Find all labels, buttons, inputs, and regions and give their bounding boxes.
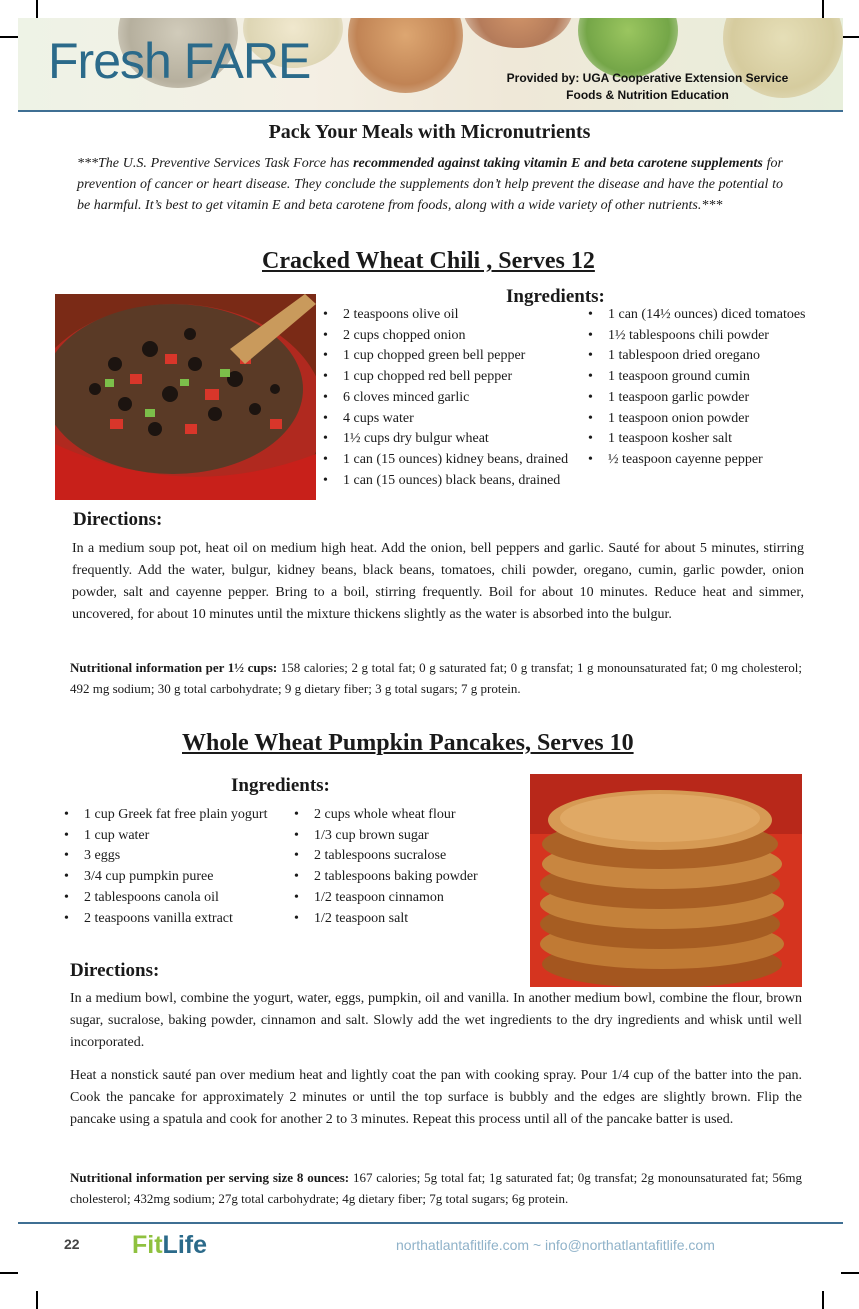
recipe1-ingredient: • 1½ tablespoons chili powder (588, 326, 806, 347)
recipe1-ingredient: • 1 tablespoon dried oregano (588, 346, 806, 367)
recipe1-ingredient: • 1 teaspoon kosher salt (588, 429, 806, 450)
page-number: 22 (64, 1236, 80, 1252)
recipe1-ingredient: • 1 cup chopped red bell pepper (323, 367, 568, 388)
provided-by (470, 70, 825, 104)
recipe1-nutrition-label: Nutritional information per 1½ cups: (70, 660, 278, 675)
header-rule (18, 110, 843, 112)
crop-mark (36, 0, 38, 18)
recipe2-nutrition-label: Nutritional information per serving size 8 ounces: (70, 1170, 350, 1185)
crop-mark (822, 1291, 824, 1309)
recipe1-ingredient: • 1 teaspoon ground cumin (588, 367, 806, 388)
provided-by-line1: Provided by: UGA Cooperative Extension Service (506, 71, 789, 85)
recipe2-directions-heading: Directions: (70, 960, 160, 981)
recipe1-ingredient: • 4 cups water (323, 409, 568, 430)
crop-mark (841, 36, 859, 38)
supplement-note (77, 153, 783, 216)
crop-mark (822, 0, 824, 18)
recipe1-ingredient: • 1 can (15 ounces) kidney beans, drained (323, 450, 568, 471)
note-text-bold: recommended against taking vitamin E and beta carotene supplements (353, 156, 763, 171)
footer-rule (18, 1222, 843, 1224)
fitlife-logo-life: Life (162, 1231, 207, 1259)
pancake-photo (530, 774, 802, 987)
recipe1-ingredient: • 1 teaspoon garlic powder (588, 388, 806, 409)
recipe2-ingredients-col1 (64, 805, 267, 929)
recipe2-ingredient: • 2 cups whole wheat flour (294, 805, 478, 826)
recipe2-ingredients-col2 (294, 805, 478, 929)
page-title: Pack Your Meals with Micronutrients (268, 121, 591, 143)
recipe1-ingredient: • 6 cloves minced garlic (323, 388, 568, 409)
recipe2-ingredient: • 3 eggs (64, 846, 267, 867)
fresh-fare-logo: Fresh FARE (48, 33, 311, 89)
recipe2-ingredient: • 1/2 teaspoon salt (294, 909, 478, 930)
recipe2-ingredient: • 2 tablespoons baking powder (294, 867, 478, 888)
crop-mark (0, 1272, 18, 1274)
recipe2-ingredients-heading: Ingredients: (231, 775, 330, 796)
recipe1-directions: In a medium soup pot, heat oil on medium high heat. Add the onion, bell peppers and garlic. Sauté for about 5 minutes, stirring frequently. Add the water, bulgur, kidney beans, black beans, tomatoes, chili powder, oregano, cumin, garlic powder, onion powder, salt and cayenne pepper. Bring to a boil, stirring frequently. Boil for about 10 minutes. Reduce heat and simmer, uncovered, for about 10 minutes until the mixture thickens slightly as the water is absorbed into the bulgur. (72, 541, 804, 622)
recipe2-ingredient: • 2 tablespoons sucralose (294, 846, 478, 867)
crop-mark (36, 1291, 38, 1309)
recipe1-ingredient: • 1 can (14½ ounces) diced tomatoes (588, 305, 806, 326)
recipe1-ingredient: • ½ teaspoon cayenne pepper (588, 450, 806, 471)
recipe2-title: Whole Wheat Pumpkin Pancakes, Serves 10 (182, 730, 634, 756)
recipe2-ingredient: • 2 teaspoons vanilla extract (64, 909, 267, 930)
footer-contact: northatlantafitlife.com ~ info@northatlantafitlife.com (396, 1237, 715, 1253)
recipe2-nutrition (70, 1167, 802, 1209)
recipe1-nutrition (70, 657, 802, 699)
recipe2-ingredient: • 1 cup water (64, 826, 267, 847)
recipe1-ingredient: • 1 cup chopped green bell pepper (323, 346, 568, 367)
recipe2-directions-p1: In a medium bowl, combine the yogurt, water, eggs, pumpkin, oil and vanilla. In another medium bowl, combine the flour, brown sugar, sucralose, baking powder, cinnamon and salt. Slowly add the wet ingredients to the dry ingredients and whisk until well incorporated. (70, 991, 802, 1050)
lentil-bowl-image (348, 18, 463, 93)
provided-by-line2: Foods & Nutrition Education (566, 88, 729, 102)
fitlife-logo-fit: Fit (132, 1231, 163, 1259)
recipe1-ingredients-heading: Ingredients: (506, 286, 605, 307)
recipe1-ingredient: • 2 teaspoons olive oil (323, 305, 568, 326)
chili-photo (55, 294, 316, 500)
recipe2-ingredient: • 1 cup Greek fat free plain yogurt (64, 805, 267, 826)
fitlife-logo (132, 1231, 207, 1260)
recipe2-ingredient: • 3/4 cup pumpkin puree (64, 867, 267, 888)
note-text-1: ***The U.S. Preventive Services Task Force has (77, 156, 354, 171)
recipe1-ingredient: • 1½ cups dry bulgur wheat (323, 429, 568, 450)
pea-bowl-image (578, 18, 678, 78)
recipe2-ingredient: • 2 tablespoons canola oil (64, 888, 267, 909)
recipe1-ingredients-col2 (588, 305, 806, 471)
crop-mark (841, 1272, 859, 1274)
recipe1-ingredient: • 2 cups chopped onion (323, 326, 568, 347)
recipe2-directions-p2: Heat a nonstick sauté pan over medium heat and lightly coat the pan with cooking spray. Pour 1/4 cup of the batter into the pan. Cook the pancake for approximately 2 minutes or until the top surface is bubbly and the edges are slightly brown. Flip the pancake using a spatula and cook for another 2 to 3 minutes. Repeat this process until all of the pancake batter is used. (70, 1068, 802, 1127)
recipe1-nutrition-text: 158 calories; 2 g total fat; 0 g saturated fat; 0 g transfat; 1 g monounsaturated fat; 0 mg cholesterol; 492 mg sodium; 30 g total carbohydrate; 9 g dietary fiber; 3 g total sugars; 7 g protein. (70, 660, 802, 696)
crop-mark (0, 36, 18, 38)
recipe1-ingredients-col1 (323, 305, 568, 491)
recipe2-ingredient: • 1/3 cup brown sugar (294, 826, 478, 847)
recipe2-ingredient: • 1/2 teaspoon cinnamon (294, 888, 478, 909)
recipe1-title: Cracked Wheat Chili , Serves 12 (262, 248, 595, 274)
recipe1-directions-heading: Directions: (73, 509, 163, 530)
bean-bowl-image (463, 18, 573, 48)
recipe1-ingredient: • 1 teaspoon onion powder (588, 409, 806, 430)
recipe2-nutrition-text: 167 calories; 5g total fat; 1g saturated fat; 0g transfat; 2g monounsaturated fat; 56mg cholesterol; 432mg sodium; 27g total carbohydrate; 4g dietary fiber; 7g total sugars; 6g protein. (70, 1170, 802, 1206)
note-text-2: for prevention of cancer or heart disease. They conclude the supplements don’t help prevent the disease and have the potential to be harmful. It’s best to get vitamin E and beta carotene from foods, along with a wide variety of other nutrients.*** (77, 156, 783, 213)
recipe1-ingredient: • 1 can (15 ounces) black beans, drained (323, 471, 568, 492)
